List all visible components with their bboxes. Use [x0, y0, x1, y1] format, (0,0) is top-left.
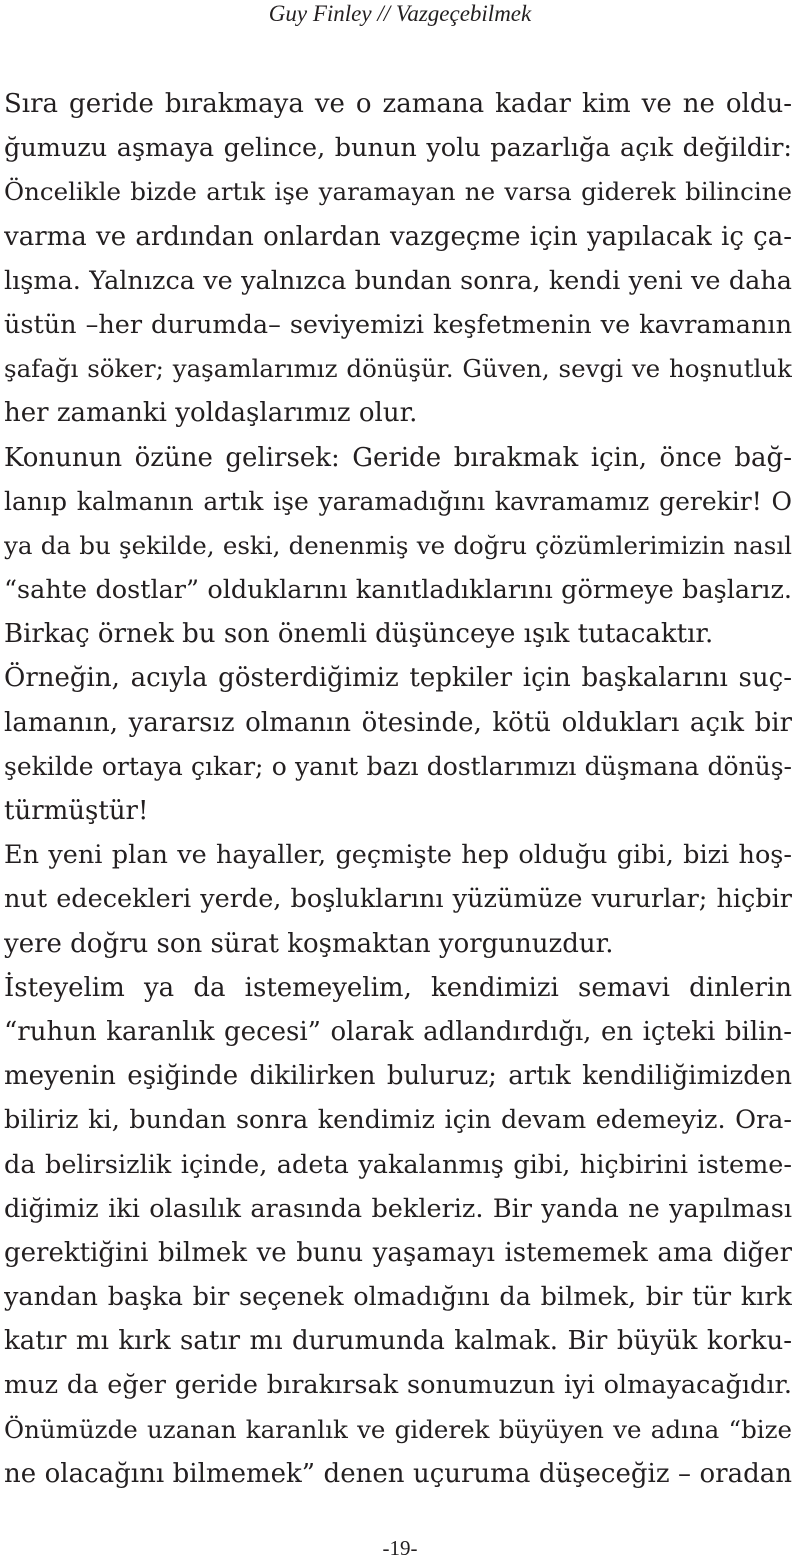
text-line: türmüştür!: [4, 796, 149, 826]
text-line: Örneğin, acıyla gösterdiğimiz tepkiler için başkalarını suç-: [4, 663, 792, 694]
text-line: yere doğru son sürat koşmaktan yorgunuzdur.: [4, 928, 614, 959]
text-line: “ruhun karanlık gecesi” olarak adlandırdığı, en içteki bilin-: [4, 1016, 792, 1047]
text-line: diğimiz iki olasılık arasında bekleriz. Bir yanda ne yapılması: [4, 1193, 792, 1224]
text-line: katır mı kırk satır mı durumunda kalmak. Bir büyük korku-: [4, 1326, 792, 1357]
text-line: ya da bu şekilde, eski, denenmiş ve doğru çözümlerimizin nasıl: [4, 530, 792, 560]
text-line: Konunun özüne gelirsek: Geride bırakmak için, önce bağ-: [4, 442, 792, 473]
text-line: şekilde ortaya çıkar; o yanıt bazı dostlarımızı düşmana dönüş-: [4, 751, 792, 781]
text-line: gerektiğini bilmek ve bunu yaşamayı istememek ama diğer: [4, 1237, 792, 1268]
paragraph: [4, 966, 792, 1496]
page-number: -19-: [382, 1536, 418, 1560]
paragraph: [4, 833, 792, 966]
running-header: Guy Finley // Vazgeçebilmek: [268, 1, 532, 26]
text-line: yandan başka bir seçenek olmadığını da bilmek, bir tür kırk: [4, 1282, 792, 1313]
text-line: Birkaç örnek bu son önemli düşünceye ışık tutacaktır.: [4, 619, 714, 650]
text-line: ğumuzu aşmaya gelince, bunun yolu pazarlığa açık değildir:: [4, 133, 792, 164]
paragraph: [4, 436, 792, 657]
body-text: [4, 82, 792, 1496]
text-line: muz da eğer geride bırakırsak sonumuzun iyi olmayacağıdır.: [4, 1370, 792, 1401]
text-line: İsteyelim ya da istemeyelim, kendimizi semavi dinlerin: [4, 972, 792, 1003]
text-line: Önümüzde uzanan karanlık ve giderek büyüyen ve adına “bize: [4, 1414, 792, 1444]
text-line: Öncelikle bizde artık işe yaramayan ne varsa giderek bilincine: [4, 177, 792, 207]
text-line: lanıp kalmanın artık işe yaramadığını kavramamız gerekir! O: [4, 486, 792, 516]
text-line: “sahte dostlar” olduklarını kanıtladıklarını görmeye başlarız.: [4, 575, 792, 606]
paragraph: [4, 656, 792, 833]
text-line: lışma. Yalnızca ve yalnızca bundan sonra, kendi yeni ve daha: [4, 265, 792, 296]
text-line: üstün –her durumda– seviyemizi keşfetmenin ve kavramanın: [4, 309, 792, 340]
text-line: Sıra geride bırakmaya ve o zamana kadar kim ve ne oldu-: [4, 89, 792, 119]
text-line: lamanın, yararsız olmanın ötesinde, kötü oldukları açık bir: [4, 707, 792, 738]
text-line: En yeni plan ve hayaller, geçmişte hep olduğu gibi, bizi hoş-: [4, 840, 792, 871]
text-line: her zamanki yoldaşlarımız olur.: [4, 398, 418, 429]
text-line: biliriz ki, bundan sonra kendimiz için devam edemeyiz. Ora-: [4, 1105, 792, 1136]
text-line: şafağı söker; yaşamlarımız dönüşür. Güven, sevgi ve hoşnutluk: [4, 354, 792, 384]
text-line: ne olacağını bilmemek” denen uçuruma düşeceğiz – oradan: [4, 1458, 792, 1489]
text-line: meyenin eşiğinde dikilirken buluruz; artık kendiliğimizden: [4, 1061, 792, 1092]
text-line: da belirsizlik içinde, adeta yakalanmış gibi, hiçbirini isteme-: [4, 1149, 792, 1180]
text-line: nut edecekleri yerde, boşluklarını yüzümüze vururlar; hiçbir: [4, 884, 792, 915]
text-line: varma ve ardından onlardan vazgeçme için yapılacak iç ça-: [4, 221, 792, 252]
paragraph: [4, 82, 792, 436]
